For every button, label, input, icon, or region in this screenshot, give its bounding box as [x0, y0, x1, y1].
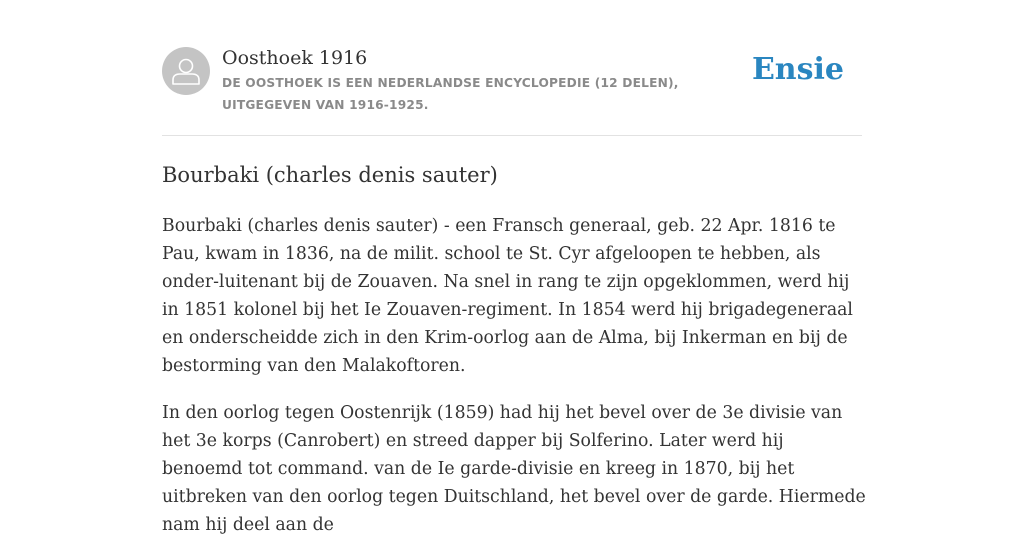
avatar[interactable]: [162, 47, 210, 95]
user-icon: [162, 47, 210, 95]
ensie-logo[interactable]: Ensie: [751, 52, 844, 87]
source-header: [162, 46, 862, 118]
article-paragraph: Bourbaki (charles denis sauter) - een Fransch generaal, geb. 22 Apr. 1816 te Pau, kwam in 1836, na de milit. school te St. Cyr afgeloopen te hebben, als onder-luitenant bij de Zouaven. Na snel in rang te zijn opgeklommen, werd hij in 1851 kolonel bij het Ie Zouaven-regiment. In 1854 werd hij brigadegeneraal en onderscheidde zich in den Krim-oorlog aan de Alma, bij Inkerman en bij de bestorming van den Malakoftoren.: [162, 216, 853, 376]
header-divider: [162, 135, 862, 136]
article-body: [162, 212, 867, 558]
source-title[interactable]: Oosthoek 1916: [222, 47, 368, 69]
article-title: Bourbaki (charles denis sauter): [162, 163, 498, 187]
source-description: DE OOSTHOEK IS EEN NEDERLANDSE ENCYCLOPEDIE (12 DELEN), UITGEGEVEN VAN 1916-1925.: [222, 76, 679, 112]
article-paragraph: In den oorlog tegen Oostenrijk (1859) had hij het bevel over de 3e divisie van het 3e korps (Canrobert) en streed dapper bij Solferino. Later werd hij benoemd tot command. van de Ie garde-divisie en kreeg in 1870, bij het uitbreken van den oorlog tegen Duitschland, het bevel over de garde. Hiermede nam hij deel aan de: [162, 403, 866, 535]
